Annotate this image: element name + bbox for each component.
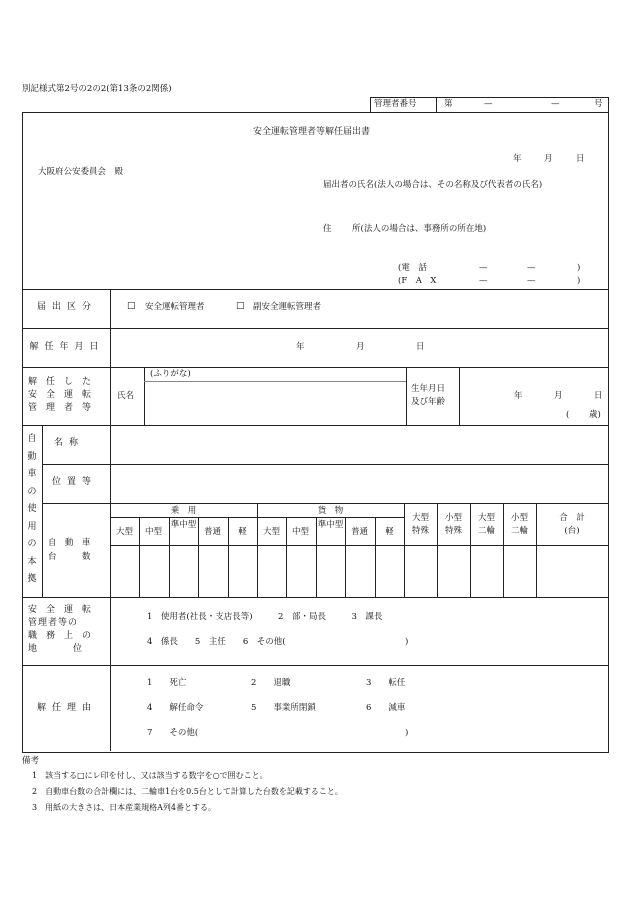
reason-4: 4 解任命令 xyxy=(147,703,204,713)
form-title: 安全運転管理者等解任届出書 xyxy=(253,127,371,137)
reason-3: 3 転任 xyxy=(366,678,406,688)
vehicle-base-side-char: 拠 xyxy=(27,574,37,584)
option-deputy-manager: 副安全運転管理者 xyxy=(253,302,322,312)
dismissal-date-label: 解任年月日 xyxy=(29,342,105,352)
applicant-name-label: 届出者の氏名(法人の場合は、その名称及び代表者の氏名) xyxy=(323,180,543,190)
tel-label: (電 話 xyxy=(398,263,427,273)
admin-number-label: 管理者番号 xyxy=(374,99,417,109)
freight-size-header: 中型 xyxy=(291,527,309,537)
reason-label: 解任理由 xyxy=(36,703,97,713)
note-2: 2 自動車台数の合計欄には、二輪車1台を0.5台として計算した台数を記載すること。 xyxy=(32,787,343,796)
total-header: 合 計 xyxy=(559,513,585,523)
freight-size-header: 軽 xyxy=(385,527,394,537)
base-location-label: 位置等 xyxy=(52,477,98,487)
name-label: 氏名 xyxy=(117,391,135,401)
vehicle-base-side-char: の xyxy=(27,539,37,549)
furigana-label: (ふりがな) xyxy=(150,369,191,379)
vehicle-base-side-char: 本 xyxy=(27,556,37,567)
vehicle-base-side-char: 動 xyxy=(27,451,37,462)
passenger-size-header: 中型 xyxy=(144,527,162,537)
form-reference: 別記様式第2号の2の2(第13条の2関係) xyxy=(22,84,172,94)
vehicle-base-side-char: 使 xyxy=(27,504,37,514)
notes-title: 備考 xyxy=(22,756,40,766)
vehicle-base-side-char: 自 xyxy=(27,434,37,444)
passenger-size-header: 普通 xyxy=(203,527,221,537)
note-3: 3 用紙の大きさは、日本産業規格A列4番とする。 xyxy=(32,803,216,812)
position-options-1: 1 使用者(社長・支店長等) 2 部・局長 3 課長 xyxy=(147,612,383,622)
passenger-size-header: 準中型 xyxy=(170,520,197,530)
reason-2: 2 退職 xyxy=(251,678,291,688)
checkbox-safety-manager[interactable]: □ xyxy=(127,301,136,311)
applicant-address-label: 所(法人の場合は、事務所の所在地) xyxy=(352,224,487,234)
passenger-size-header: 大型 xyxy=(115,527,133,537)
notice-type-label: 届出区分 xyxy=(36,302,97,312)
freight-header: 貨 物 xyxy=(317,506,344,516)
checkbox-deputy-manager[interactable]: □ xyxy=(236,301,245,311)
addressee: 大阪府公安委員会 殿 xyxy=(38,167,124,177)
reason-7: 7 その他( xyxy=(147,728,199,738)
reason-5: 5 事業所閉鎖 xyxy=(251,703,316,713)
passenger-header: 乗 用 xyxy=(170,506,197,516)
reason-1: 1 死亡 xyxy=(147,678,187,688)
fax-label: (F A X xyxy=(398,276,437,286)
freight-size-header: 普通 xyxy=(350,527,368,537)
freight-size-header: 大型 xyxy=(262,527,280,537)
admin-number-prefix: 第 xyxy=(444,99,453,109)
vehicle-base-side-char: 用 xyxy=(27,521,37,532)
option-safety-manager: 安全運転管理者 xyxy=(145,302,205,312)
position-options-2: 4 係長 5 主任 6 その他( xyxy=(147,637,286,647)
vehicle-base-side-char: 車 xyxy=(27,469,37,479)
reason-6: 6 減車 xyxy=(366,703,406,713)
passenger-size-header: 軽 xyxy=(238,527,247,537)
vehicle-base-side-char: の xyxy=(27,486,37,497)
freight-size-header: 準中型 xyxy=(317,520,344,530)
note-1: 1 該当する□にレ印を付し、又は該当する数字を○で囲むこと。 xyxy=(32,771,268,780)
base-name-label: 名称 xyxy=(54,438,85,448)
